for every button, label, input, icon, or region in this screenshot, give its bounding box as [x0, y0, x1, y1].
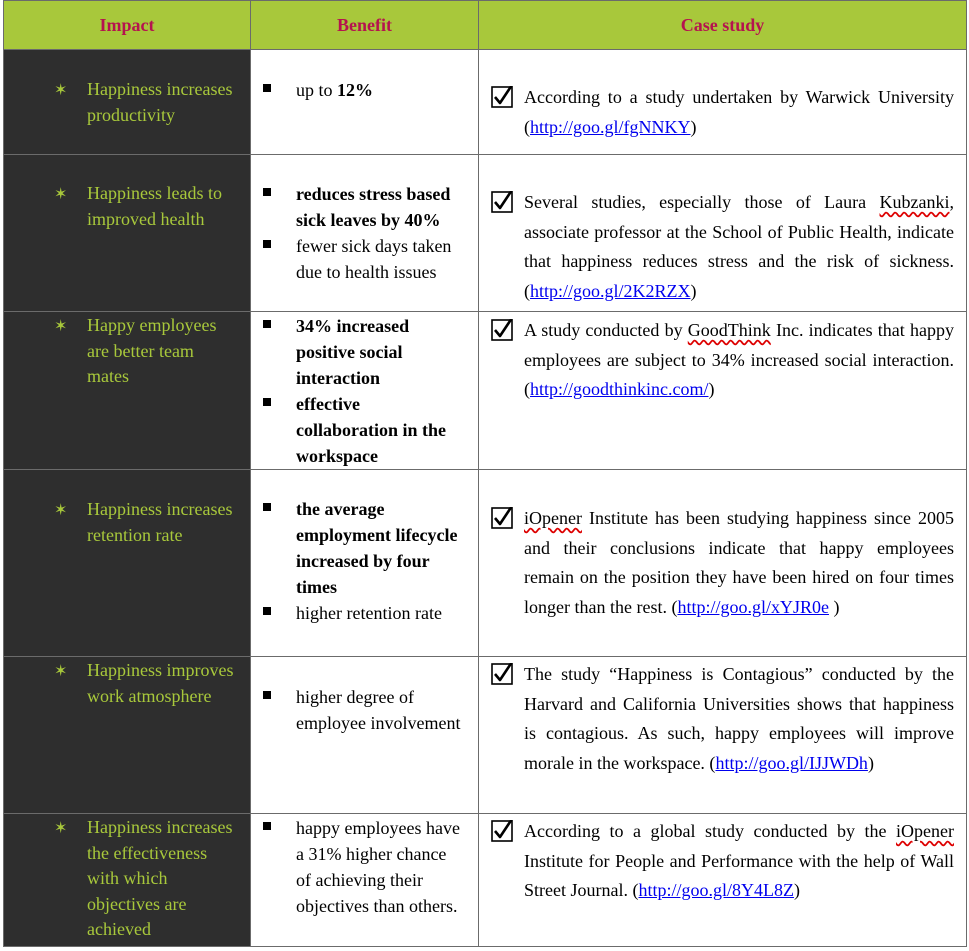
- benefit-cell: [251, 470, 479, 657]
- benefit-bold-text: the average employment lifecycle increased by four times: [296, 499, 458, 597]
- benefit-cell: [251, 312, 479, 470]
- star-icon: ✶: [54, 500, 68, 519]
- case-study-cell: [479, 814, 967, 947]
- checkbox-checked-icon: [491, 319, 513, 341]
- case-text: According to a global study conducted by the: [524, 821, 897, 841]
- case-study-cell: [479, 312, 967, 470]
- spellcheck-word: GoodThink: [687, 320, 771, 340]
- impact-cell: [4, 814, 251, 947]
- square-bullet-icon: [263, 822, 271, 830]
- case-text: According to a study undertaken by Warwick University (: [524, 87, 954, 137]
- table-row: [4, 814, 967, 947]
- source-link[interactable]: http://goo.gl/xYJR0e: [677, 596, 829, 617]
- benefit-text: higher degree of employee involvement: [296, 687, 461, 733]
- benefit-text: higher retention rate: [296, 603, 442, 623]
- impact-table: [3, 0, 967, 947]
- impact-cell: [4, 155, 251, 312]
- source-link[interactable]: http://goodthinkinc.com/: [530, 379, 709, 399]
- benefit-bold-text: reduces stress based sick leaves by 40%: [296, 184, 451, 230]
- impact-cell: [4, 657, 251, 814]
- benefit-item: [251, 600, 478, 626]
- case-text: ): [793, 880, 800, 900]
- benefit-bold-text: effective collaboration in the workspace: [296, 394, 447, 466]
- impact-text: Happiness leads to improved health: [87, 183, 222, 229]
- benefit-cell: [251, 155, 479, 312]
- table-row: [4, 312, 967, 470]
- case-study-cell: [479, 155, 967, 312]
- source-link[interactable]: http://goo.gl/2K2RZX: [530, 280, 691, 301]
- case-text: ): [828, 596, 840, 617]
- case-text: ): [708, 379, 715, 399]
- case-text: ): [690, 280, 697, 301]
- benefit-cell: [251, 50, 479, 155]
- table-row: [4, 155, 967, 312]
- case-study-cell: [479, 50, 967, 155]
- square-bullet-icon: [263, 240, 271, 248]
- square-bullet-icon: [263, 607, 271, 615]
- case-text: Several studies, especially those of Laura: [524, 192, 880, 212]
- checkbox-checked-icon: [491, 86, 513, 108]
- source-link[interactable]: http://goo.gl/fgNNKY: [530, 116, 691, 137]
- benefit-item: [251, 391, 478, 469]
- benefit-item: [251, 77, 478, 103]
- square-bullet-icon: [263, 691, 271, 699]
- square-bullet-icon: [263, 84, 271, 92]
- star-icon: ✶: [54, 80, 68, 99]
- source-link[interactable]: http://goo.gl/8Y4L8Z: [638, 880, 794, 900]
- spellcheck-word: Kubzanki: [879, 192, 950, 212]
- case-text: ): [690, 116, 697, 137]
- benefit-item: [251, 684, 478, 736]
- square-bullet-icon: [263, 320, 271, 328]
- checkbox-checked-icon: [491, 507, 513, 529]
- spellcheck-word: iOpener: [524, 508, 582, 528]
- impact-text: Happiness increases productivity: [87, 79, 233, 125]
- impact-cell: [4, 470, 251, 657]
- impact-text: Happiness increases the effectiveness with which objectives are achieved: [87, 817, 233, 939]
- square-bullet-icon: [263, 503, 271, 511]
- benefit-bold-text: 12%: [337, 80, 374, 100]
- checkbox-checked-icon: [491, 820, 513, 842]
- case-study-cell: [479, 657, 967, 814]
- benefit-item: [251, 233, 478, 285]
- table-row: [4, 657, 967, 814]
- star-icon: ✶: [54, 818, 68, 837]
- case-text: ): [867, 752, 874, 773]
- impact-text: Happiness increases retention rate: [87, 499, 233, 545]
- benefit-header: Benefit: [251, 1, 479, 50]
- benefit-cell: [251, 657, 479, 814]
- case-text: Inc. indicates that happy employees are subject to 34% increased social interaction. (: [524, 320, 954, 399]
- star-icon: ✶: [54, 184, 68, 203]
- benefit-text: fewer sick days taken due to health issues: [296, 236, 452, 282]
- table-row: [4, 50, 967, 155]
- checkbox-checked-icon: [491, 663, 513, 685]
- impact-cell: [4, 50, 251, 155]
- impact-header: Impact: [4, 1, 251, 50]
- spellcheck-word: iOpener: [896, 821, 954, 841]
- impact-text: Happiness improves work atmosphere: [87, 660, 234, 706]
- case-study-header: Case study: [479, 1, 967, 50]
- source-link[interactable]: http://goo.gl/IJJWDh: [715, 752, 868, 773]
- benefit-text: up to: [296, 80, 338, 100]
- star-icon: ✶: [54, 316, 68, 335]
- benefit-item: [251, 181, 478, 233]
- case-text: A study conducted by: [524, 320, 688, 340]
- square-bullet-icon: [263, 188, 271, 196]
- benefit-item: [251, 496, 478, 600]
- impact-cell: [4, 312, 251, 470]
- square-bullet-icon: [263, 398, 271, 406]
- benefit-cell: [251, 814, 479, 947]
- case-study-cell: [479, 470, 967, 657]
- benefit-bold-text: 34% increased positive social interaction: [296, 316, 410, 388]
- case-text: Institute has been studying happiness since 2005 and their conclusions indicate that happy employees remain on the position they have been hired on four times longer than the rest. (: [524, 508, 954, 617]
- benefit-item: [251, 815, 478, 919]
- checkbox-checked-icon: [491, 191, 513, 213]
- impact-text: Happy employees are better team mates: [87, 315, 217, 386]
- case-text: The study “Happiness is Contagious” conducted by the Harvard and California Universities shows that happiness is contagious. As such, happy employees will improve morale in the workspace. (: [524, 664, 954, 773]
- benefit-text: happy employees have a 31% higher chance of achieving their objectives than others.: [296, 818, 460, 916]
- header-row: [4, 1, 967, 50]
- case-text: , associate professor at the School of Public Health, indicate that happiness reduces stress and the risk of sickness. (: [524, 192, 954, 301]
- table-row: [4, 470, 967, 657]
- star-icon: ✶: [54, 661, 68, 680]
- benefit-item: [251, 313, 478, 391]
- case-text: Institute for People and Performance with the help of Wall Street Journal. (: [524, 850, 954, 900]
